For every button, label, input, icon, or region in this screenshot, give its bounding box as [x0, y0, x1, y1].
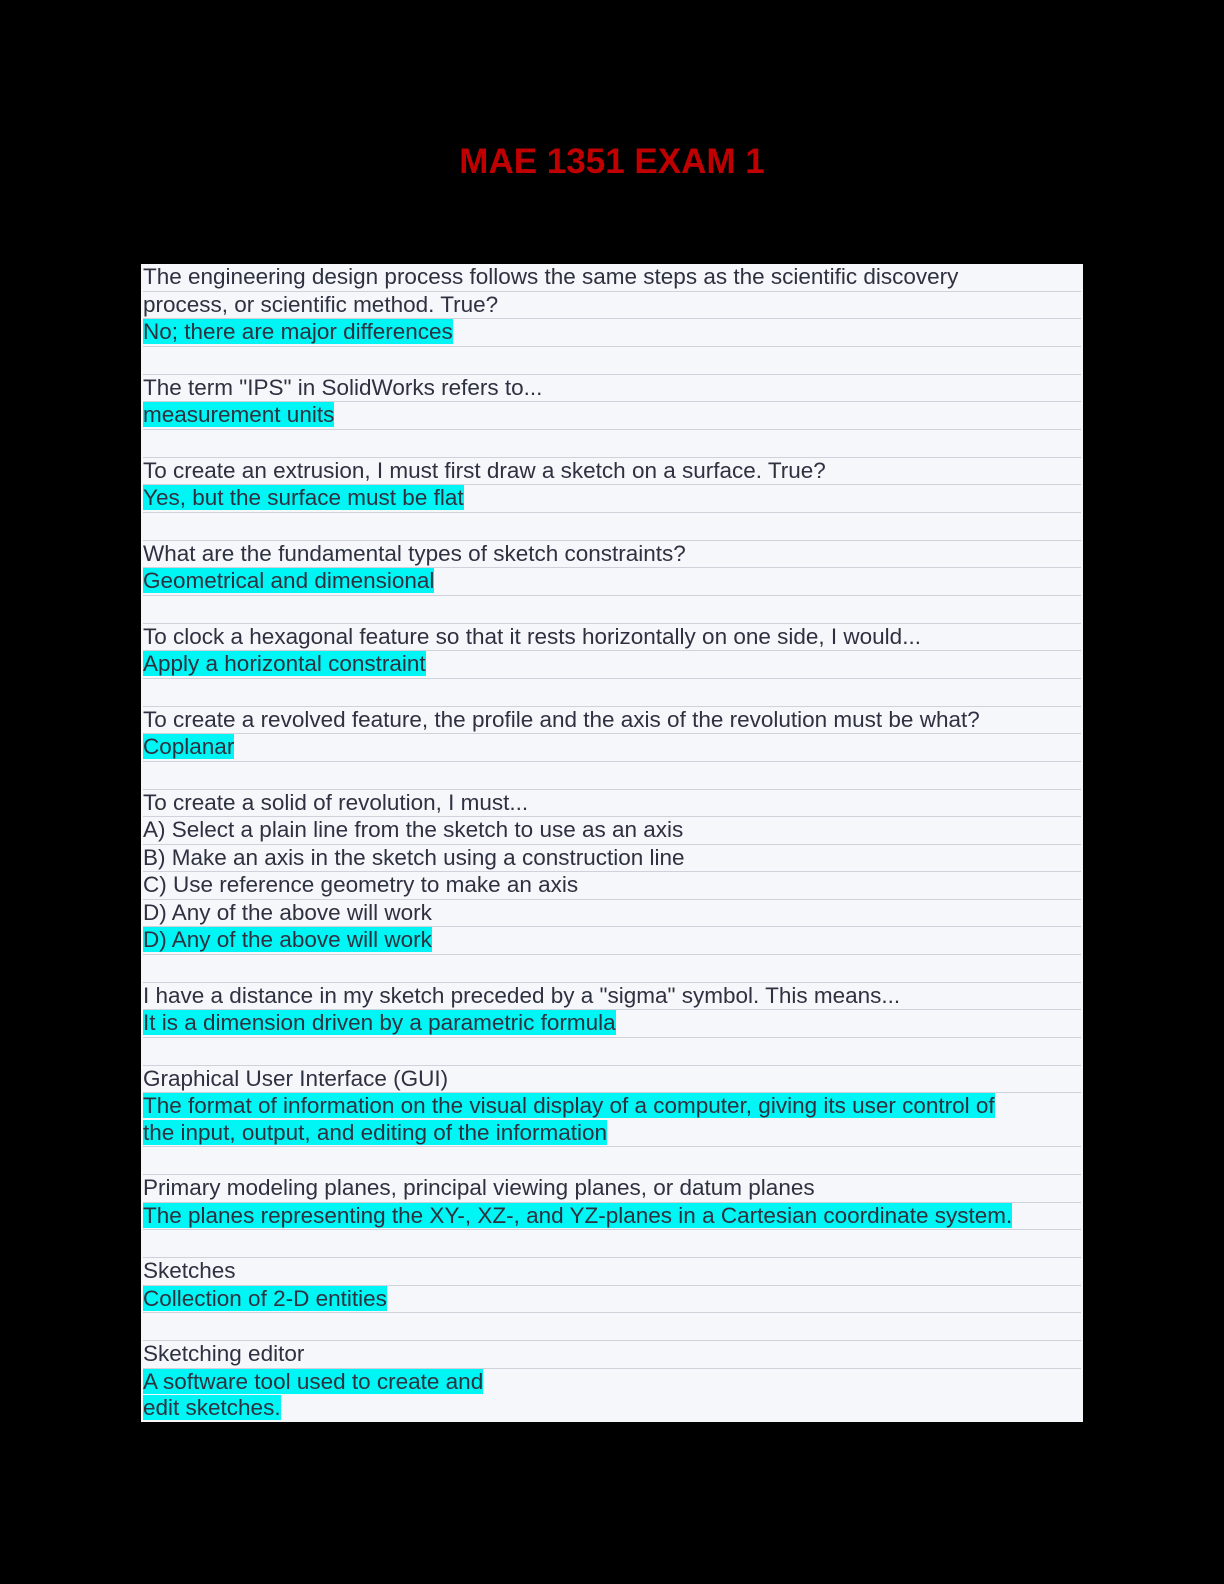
answer: [143, 1092, 1081, 1146]
qa-card: [141, 1174, 1083, 1257]
answer: [143, 318, 1081, 346]
question-line: To create a revolved feature, the profile and the axis of the revolution must be what?: [143, 706, 1081, 734]
question-line: I have a distance in my sketch preceded by a "sigma" symbol. This means...: [143, 982, 1081, 1010]
separator: [143, 761, 1081, 789]
question-line: Graphical User Interface (GUI): [143, 1065, 1081, 1093]
answer: [143, 650, 1081, 678]
qa-card: [141, 623, 1083, 706]
answer: [143, 1285, 1081, 1313]
answer: [143, 1009, 1081, 1037]
qa-card: [141, 457, 1083, 540]
answer-highlight: The format of information on the visual display of a computer, giving its user control of: [143, 1093, 995, 1118]
answer-highlight: Geometrical and dimensional: [143, 568, 435, 593]
question-line: D) Any of the above will work: [143, 899, 1081, 927]
qa-card: [141, 706, 1083, 789]
answer-highlight: edit sketches.: [143, 1395, 281, 1420]
answer: [143, 484, 1081, 512]
answer: [143, 1368, 1081, 1422]
separator: [143, 678, 1081, 706]
question-line: Sketches: [143, 1257, 1081, 1285]
flashcard-sheet: [141, 264, 1083, 1422]
answer: [143, 401, 1081, 429]
question-line: A) Select a plain line from the sketch to use as an axis: [143, 816, 1081, 844]
answer-highlight: Coplanar: [143, 734, 235, 759]
qa-card: [141, 982, 1083, 1065]
answer: [143, 1202, 1081, 1230]
separator: [143, 1146, 1081, 1174]
separator: [143, 1229, 1081, 1257]
answer-highlight: The planes representing the XY-, XZ-, and YZ-planes in a Cartesian coordinate system.: [143, 1202, 1013, 1228]
answer-highlight: Collection of 2-D entities: [143, 1285, 387, 1311]
separator: [143, 954, 1081, 982]
answer-highlight: D) Any of the above will work: [143, 927, 432, 952]
answer: [143, 733, 1081, 761]
answer-highlight: Yes, but the surface must be flat: [143, 485, 464, 510]
page-title: MAE 1351 EXAM 1: [459, 142, 765, 181]
separator: [143, 1312, 1081, 1340]
qa-card: [141, 264, 1083, 374]
question-line: process, or scientific method. True?: [143, 291, 1081, 319]
answer-highlight: measurement units: [143, 402, 335, 427]
separator: [143, 512, 1081, 540]
answer-highlight: It is a dimension driven by a parametric formula: [143, 1010, 616, 1035]
answer: [143, 926, 1081, 954]
separator: [143, 595, 1081, 623]
question-line: What are the fundamental types of sketch constraints?: [143, 540, 1081, 568]
question-line: Sketching editor: [143, 1340, 1081, 1368]
qa-card: [141, 1340, 1083, 1422]
separator: [143, 346, 1081, 374]
qa-card: [141, 374, 1083, 457]
question-line: To create an extrusion, I must first draw a sketch on a surface. True?: [143, 457, 1081, 485]
answer-highlight: the input, output, and editing of the information: [143, 1119, 608, 1145]
question-line: The engineering design process follows the same steps as the scientific discovery: [143, 264, 959, 289]
answer-highlight: A software tool used to create and: [143, 1368, 484, 1394]
question-line: Primary modeling planes, principal viewing planes, or datum planes: [143, 1174, 1081, 1202]
question-line: To create a solid of revolution, I must...: [143, 789, 1081, 817]
question-line: C) Use reference geometry to make an axis: [143, 871, 1081, 899]
question-line: The term "IPS" in SolidWorks refers to...: [143, 374, 1081, 402]
separator: [143, 1037, 1081, 1065]
qa-card: [141, 1257, 1083, 1340]
question-line: To clock a hexagonal feature so that it rests horizontally on one side, I would...: [143, 623, 1081, 651]
qa-card: [141, 1065, 1083, 1175]
question-line: B) Make an axis in the sketch using a construction line: [143, 844, 1081, 872]
qa-card: [141, 789, 1083, 982]
separator: [143, 429, 1081, 457]
answer: [143, 567, 1081, 595]
qa-card: [141, 540, 1083, 623]
answer-highlight: Apply a horizontal constraint: [143, 651, 426, 676]
answer-highlight: No; there are major differences: [143, 319, 453, 344]
